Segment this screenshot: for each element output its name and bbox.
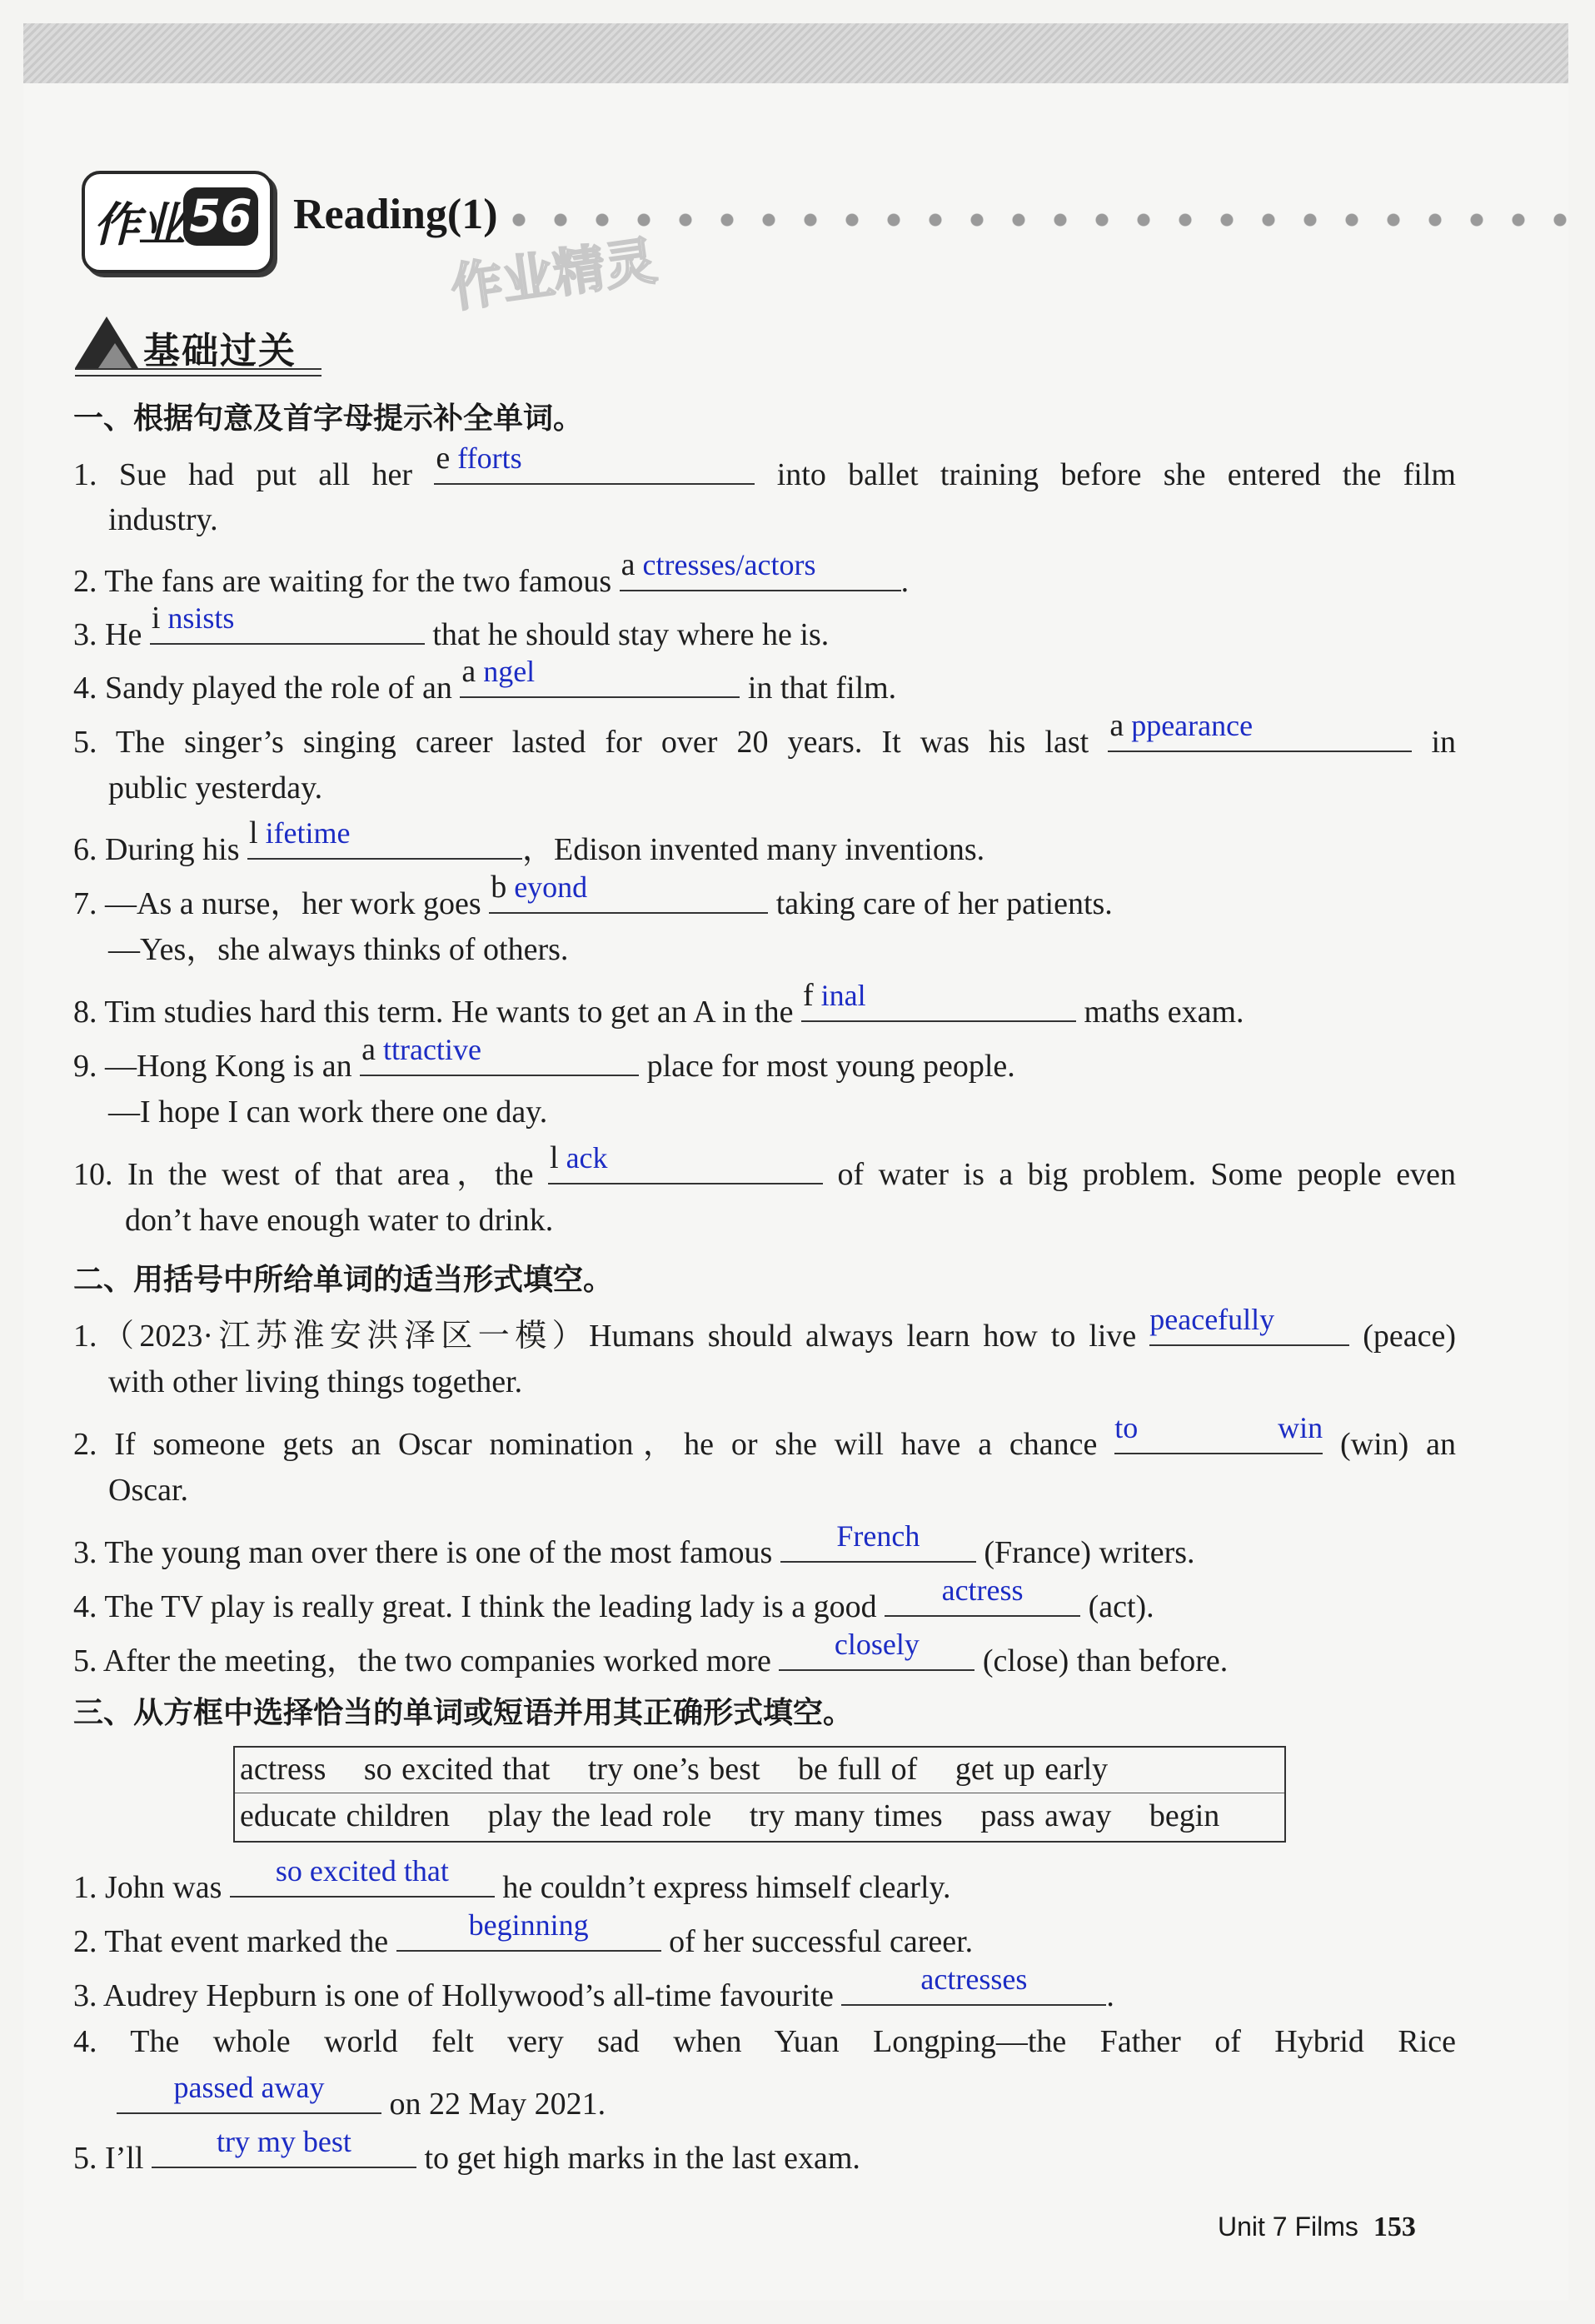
page-title: Reading(1) <box>293 191 498 238</box>
word-option: educate children <box>240 1798 451 1833</box>
p2-q4: 4. The TV play is really great. I think the leading lady is a good actress (act). <box>73 1573 1154 1624</box>
badge-number: 56 <box>183 187 258 246</box>
answer-blank[interactable]: b eyond <box>489 875 768 914</box>
p3-q5: 5. I’ll try my best to get high marks in the last exam. <box>73 2125 860 2176</box>
p1-q1-cont: industry. <box>108 502 218 537</box>
section-tag-underline <box>75 368 321 377</box>
word-option: pass away <box>980 1798 1112 1833</box>
watermark: 作业精灵 <box>446 230 660 319</box>
part1-heading: 一、根据句意及首字母提示补全单词。 <box>73 401 584 436</box>
word-option: try one’s best <box>587 1752 760 1787</box>
p1-q5: 5. The singer’s singing career lasted for over 20 years. It was his last a ppearance in <box>73 708 1457 760</box>
answer-blank[interactable]: to win <box>1114 1416 1323 1454</box>
page-number: 153 <box>1373 2212 1416 2242</box>
p1-q10: 10. In the west of that area，the l ack of water is a big problem. Some people even <box>73 1140 1457 1192</box>
p2-q2-cont: Oscar. <box>108 1473 189 1508</box>
p1-q9: 9. —Hong Kong is an a ttractive place for most young people. <box>73 1032 1015 1084</box>
section-tag: 基础过关 <box>143 330 297 372</box>
word-option: so excited that <box>363 1752 551 1787</box>
p1-q7: 7. —As a nurse，her work goes b eyond taking care of her patients. <box>73 870 1113 921</box>
answer-blank[interactable]: i nsists <box>150 606 425 645</box>
answer-blank[interactable]: beginning <box>396 1913 661 1952</box>
p1-q3: 3. He i nsists that he should stay where he is. <box>73 601 830 652</box>
answer-blank[interactable]: a ngel <box>460 660 740 698</box>
answer-blank[interactable]: l ack <box>548 1146 823 1184</box>
part2-heading: 二、用括号中所给单词的适当形式填空。 <box>73 1263 614 1297</box>
part3-heading: 三、从方框中选择恰当的单词或短语并用其正确形式填空。 <box>73 1696 854 1730</box>
p3-q4-cont: passed away on 22 May 2021. <box>117 2076 606 2124</box>
answer-blank[interactable]: actress <box>885 1578 1080 1617</box>
p1-q7-reply: —Yes，she always thinks of others. <box>108 932 569 967</box>
p1-q2: 2. The fans are waiting for the two famous a ctresses/actors . <box>73 547 910 599</box>
p2-q1: 1.（2023·江苏淮安洪泽区一模）Humans should always learn how to live peacefully (peace) <box>73 1303 1457 1354</box>
p1-q5-cont: public yesterday. <box>108 771 323 805</box>
p3-q1: 1. John was so excited that he couldn’t express himself clearly. <box>73 1854 951 1905</box>
answer-blank[interactable]: a ctresses/actors <box>620 553 901 591</box>
p1-q6: 6. During his l ifetime ，Edison invented many inventions. <box>73 815 985 867</box>
word-option: play the lead role <box>487 1798 712 1833</box>
answer-blank[interactable]: f inal <box>801 984 1076 1022</box>
badge-label: 作业 <box>93 198 183 252</box>
scan-top-strip <box>23 23 1568 83</box>
p2-q3: 3. The young man over there is one of the most famous French (France) writers. <box>73 1519 1195 1570</box>
answer-blank[interactable]: closely <box>779 1633 974 1671</box>
page-footer <box>1218 2212 1416 2243</box>
p1-q10-cont: don’t have enough water to drink. <box>125 1203 554 1238</box>
word-option: be full of <box>798 1752 918 1787</box>
answer-blank[interactable]: a ttractive <box>360 1038 639 1076</box>
word-option: try many times <box>749 1798 943 1833</box>
p3-q4: 4. The whole world felt very sad when Yuan Longping—the Father of Hybrid Rice <box>73 2024 1456 2059</box>
word-box-row <box>240 1798 1219 1834</box>
word-option: get up early <box>955 1752 1109 1787</box>
mountain-inner-icon <box>98 343 132 368</box>
p1-q8: 8. Tim studies hard this term. He wants to get an A in the f inal maths exam. <box>73 978 1244 1030</box>
word-box <box>233 1746 1286 1843</box>
answer-blank[interactable]: a ppearance <box>1108 714 1412 752</box>
dotted-divider <box>512 213 1570 227</box>
p1-q1: 1. Sue had put all her e fforts into ballet training before she entered the film <box>73 441 1456 492</box>
p2-q5: 5. After the meeting，the two companies worked more closely (close) than before. <box>73 1628 1229 1678</box>
p3-q3: 3. Audrey Hepburn is one of Hollywood’s all-time favourite actresses . <box>73 1962 1114 2013</box>
word-option: begin <box>1149 1798 1220 1833</box>
word-option: actress <box>240 1752 326 1787</box>
answer-blank[interactable]: l ifetime <box>247 821 522 860</box>
p2-q2: 2. If someone gets an Oscar nomination，he or she will have a chance to win (win) an <box>73 1411 1456 1462</box>
answer-blank[interactable]: e fforts <box>434 446 755 485</box>
answer-blank[interactable]: actresses <box>841 1967 1106 2006</box>
answer-blank[interactable]: try my best <box>152 2130 416 2168</box>
p3-q2: 2. That event marked the beginning of her successful career. <box>73 1908 974 1959</box>
p2-q1-cont: with other living things together. <box>108 1364 523 1399</box>
unit-label: Unit 7 Films <box>1218 2212 1358 2242</box>
word-box-row <box>240 1751 1136 1788</box>
answer-blank[interactable]: passed away <box>117 2076 381 2114</box>
answer-blank[interactable]: so excited that <box>230 1859 495 1898</box>
p1-q4: 4. Sandy played the role of an a ngel in that film. <box>73 654 897 706</box>
p1-q9-reply: —I hope I can work there one day. <box>108 1095 548 1130</box>
answer-blank[interactable]: peacefully <box>1149 1308 1349 1346</box>
answer-blank[interactable]: French <box>780 1524 976 1563</box>
